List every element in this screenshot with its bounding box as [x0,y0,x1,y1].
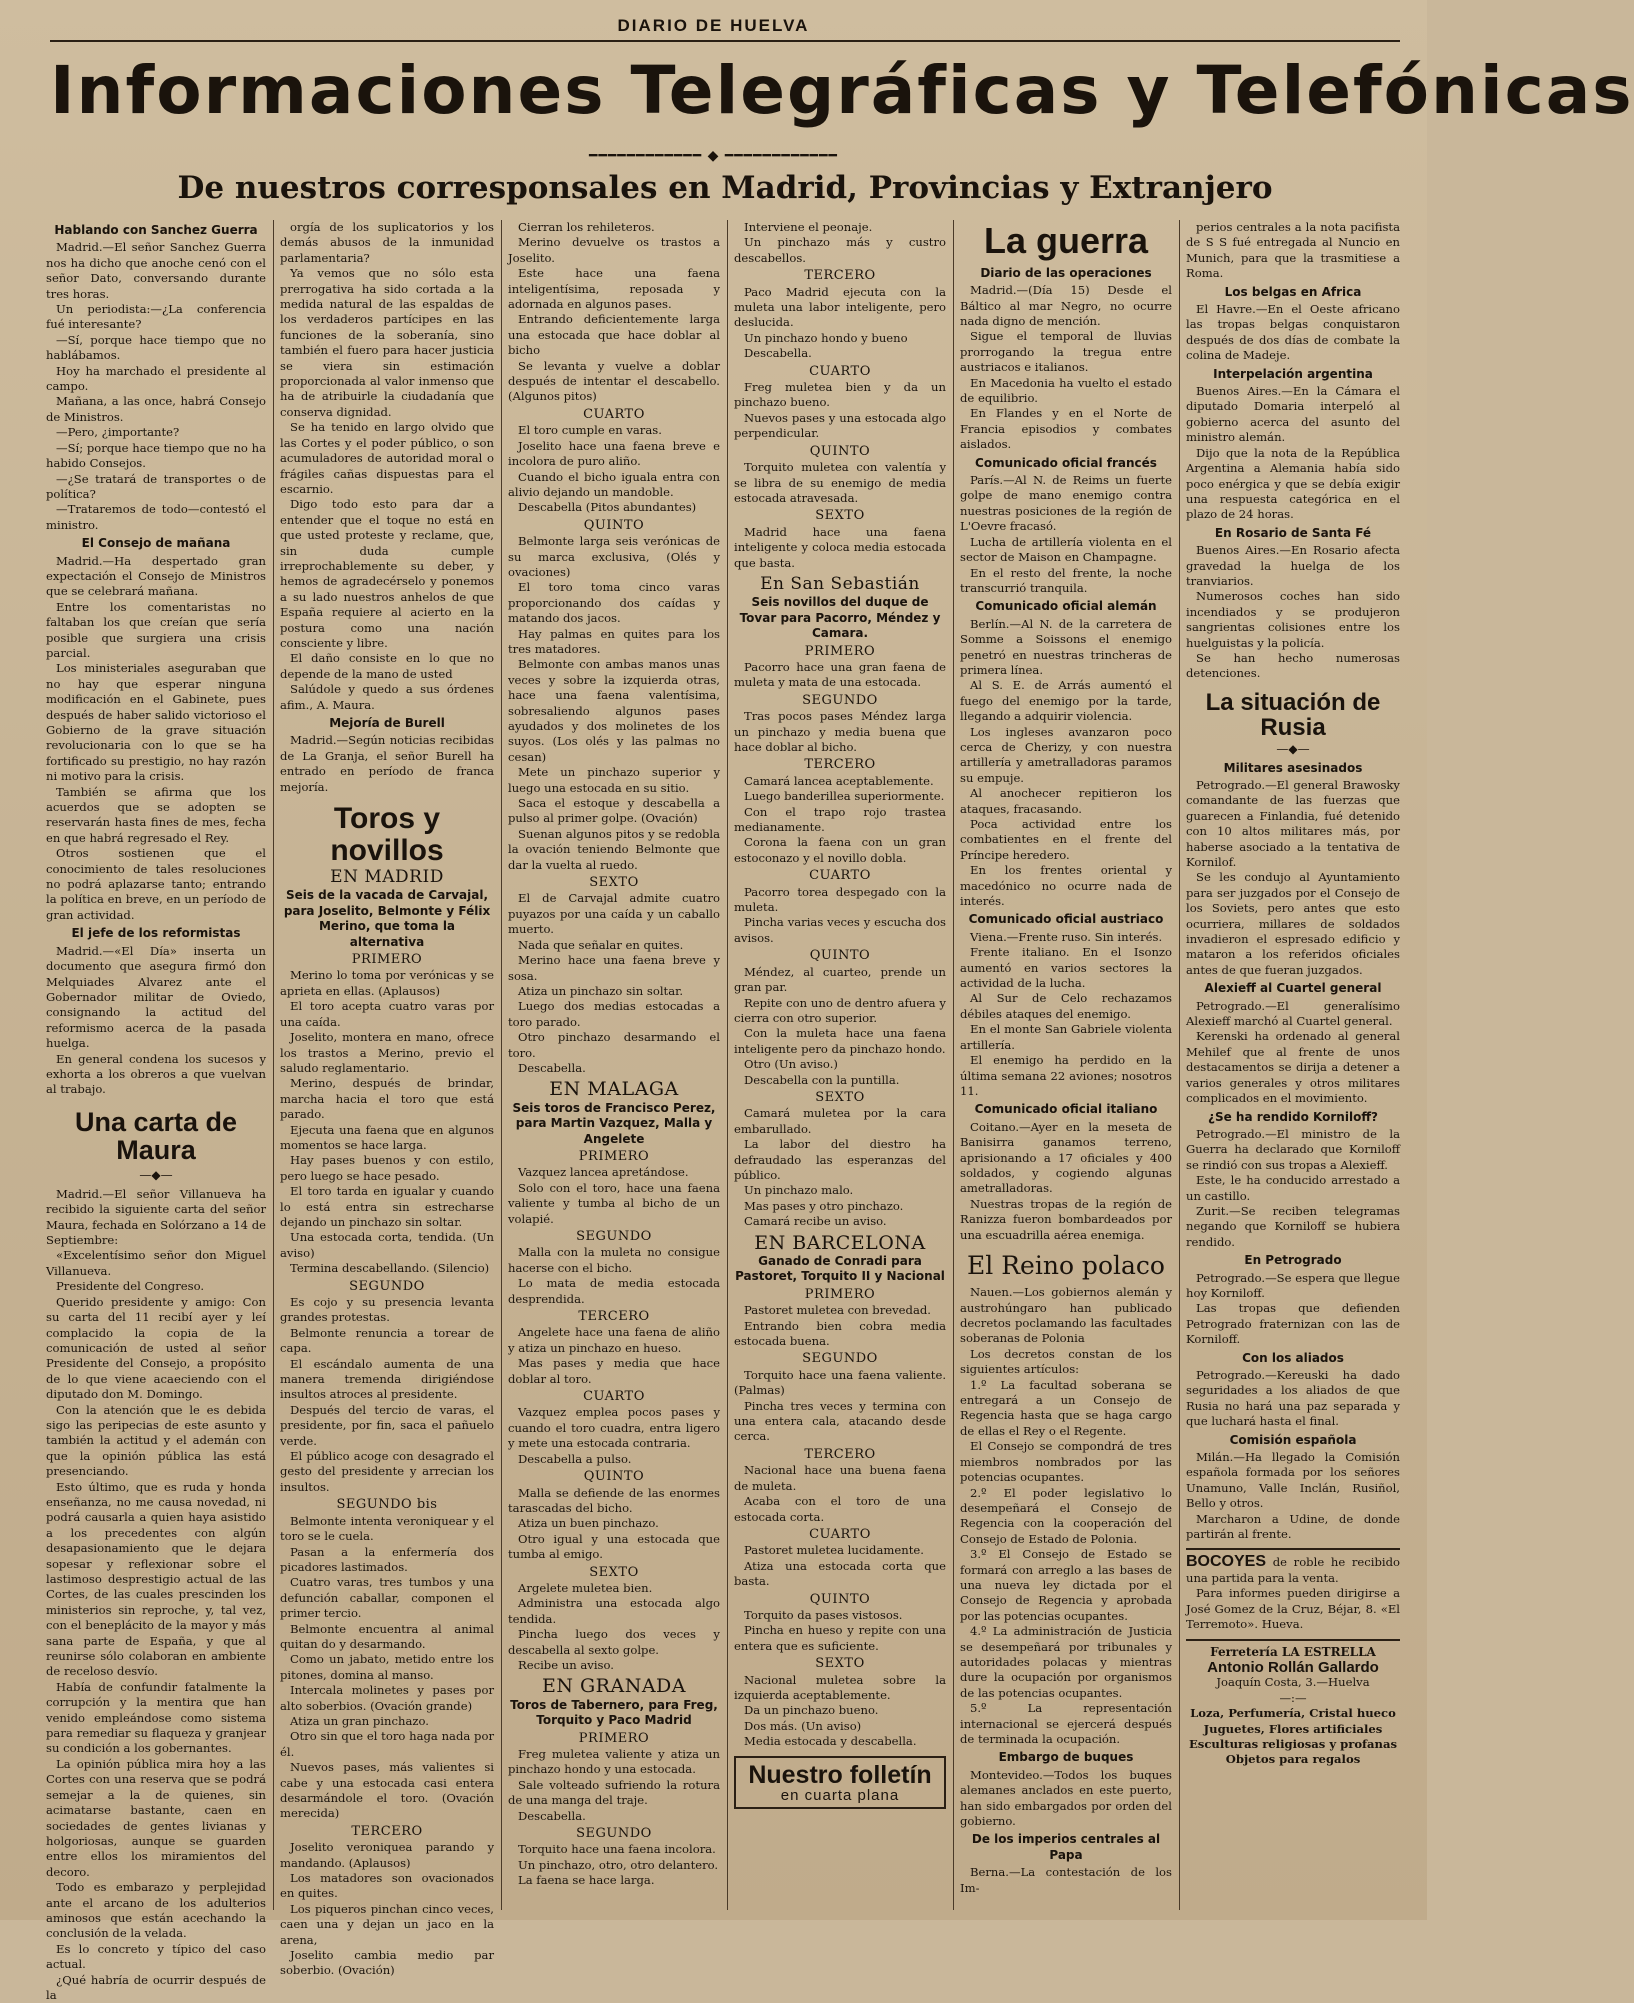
section-heading: Comunicado oficial francés [975,455,1157,470]
paragraph: La faena se hace larga. [518,1873,655,1888]
paragraph: El daño consiste en lo que no depende de la mano de usted [280,651,494,681]
paragraph: Presidente del Congreso. [56,1279,205,1294]
paragraph: Belmonte encuentra al animal quitan do y desarmando. [280,1621,494,1651]
paragraph: Petrogrado.—Kereuski ha dado seguridades a los aliados de que Rusia no hará una paz separada y que luchará hasta el final. [1186,1368,1400,1429]
paragraph: Torquito hace una faena valiente. (Palmas) [734,1367,946,1398]
column-5 [960,220,1172,1910]
paragraph: Méndez, al cuarteo, prende un gran par. [734,964,946,995]
paragraph: Es cojo y su presencia levanta grandes protestas. [280,1295,494,1325]
paragraph: Mañana, a las once, habrá Consejo de Ministros. [46,394,266,424]
paragraph: Digo todo esto para dar a entender que el toque no está en que usted proteste y reclame, que, sin duda cumple irreprochablemente su deber, y hemos de agradecérselo y ponemos a su lado nuestros anhelos de que España requiere al acierto en la postura como una nación consciente y libre. [280,497,494,650]
round-label: SEXTO [589,1564,639,1580]
round-label: SEGUNDO bis [336,1497,438,1513]
column-4 [734,220,946,1910]
paragraph: Los matadores son ovacionados en quites. [280,1871,494,1901]
paragraph: Belmonte renuncia a torear de capa. [280,1325,494,1356]
paragraph: Angelete hace una faena de aliño y atiza un pinchazo en hueso. [508,1325,720,1355]
paragraph: En Flandes y en el Norte de Francia episodios y combates aislados. [960,406,1172,452]
paragraph: Merino hace una faena breve y sosa. [508,953,720,983]
paragraph: 5.º La representación internacional se ejercerá después de terminada la ocupación. [960,1701,1172,1747]
paragraph: Se han hecho numerosas detenciones. [1186,650,1400,681]
paragraph: 3.º El Consejo de Estado se formará con arreglo a las bases de una nueva ley dictada por el Consejo de Regencia y aprobada por las potencias ocupantes. [960,1547,1172,1623]
paragraph: Las tropas que defienden Petrogrado fraternizan con las de Korniloff. [1186,1301,1400,1347]
section-heading: En Petrogrado [1244,1253,1342,1268]
paragraph: Poca actividad entre los combatientes en el frente del Príncipe heredero. [960,817,1172,862]
paragraph: Luego dos medias estocadas a toro parado. [508,999,720,1029]
section-heading: Comunicado oficial italiano [974,1102,1158,1117]
paragraph: Se les condujo al Ayuntamiento para ser juzgados por el Consejo de los Soviets, pero antes que esto ocurriera, millares de soldados invadieron el espresado edificio y mataron a los referidos oficiales antes de que fueran juzgados. [1186,870,1400,977]
paragraph: Todo es embarazo y perplejidad ante el arcano de los adulterios aminosos que están acechando la conclusión de la velada. [46,1880,266,1941]
section-title: EN BARCELONA [754,1231,926,1254]
section-title: En San Sebastián [760,573,920,594]
section-title: EN MALAGA [549,1078,679,1101]
paragraph: Descabella (Pitos abundantes) [518,500,697,515]
paragraph: La opinión pública mira hoy a las Cortes con una reserva que se podrá semejar a la de quienes, sin acimatarse bastante, caen en sociedades de gentes livianas y holgoriosas, aunque se guarden entre ellos los miramientos del decoro. [46,1756,266,1879]
column-3 [508,220,720,1910]
paragraph: perios centrales a la nota pacifista de S S fué entregada al Nuncio en Munich, para que la trasmitiese a Roma. [1186,220,1400,281]
paragraph: Otro pinchazo desarmando el toro. [508,1030,720,1060]
paragraph: Un pinchazo malo. [744,1183,854,1198]
section-heading: Hablando con Sanchez Guerra [54,223,258,237]
paragraph: Mas pases y otro pinchazo. [744,1198,904,1213]
paragraph: El Havre.—En el Oeste africano las tropas belgas conquistaron después de dos días de combate la colina de Madeje. [1186,302,1400,363]
article-title: Toros y novillos [330,802,444,867]
section-heading: Comisión española [1229,1432,1357,1447]
paragraph: En Macedonia ha vuelto el estado de equilibrio. [960,375,1172,406]
round-label: TERCERO [804,757,876,773]
paragraph: Paco Madrid ejecuta con la muleta una labor inteligente, pero deslucida. [734,284,946,330]
paragraph: En el resto del frente, la noche transcurrió tranquila. [960,565,1172,595]
paragraph: —Sí; porque hace tiempo que no ha habido Consejos. [46,440,266,471]
paragraph: Al Sur de Celo rechazamos débiles ataques del enemigo. [960,991,1172,1021]
paragraph: Sale volteado sufriendo la rotura de una manga del traje. [508,1777,720,1808]
paragraph: «Excelentísimo señor don Miguel Villanueva. [46,1248,266,1278]
paragraph: Numerosos coches han sido incendiados y se produjeron sangrientas colisiones entre los huelguistas y la policía. [1186,589,1400,650]
ornament-divider: ━━━━━━━━━━━━ ◆ ━━━━━━━━━━━━ [589,148,838,164]
advertisement-bocoyes [1186,1548,1400,1632]
paragraph: Dos más. (Un aviso) [744,1718,862,1733]
paragraph: Kerenski ha ordenado al general Mehilef que al frente de unos destacamentos se dirija a detener a varios generales y otros militares complicados en el movimiento. [1186,1029,1400,1106]
paragraph: Camará muletea por la cara embarullado. [734,1106,946,1136]
paragraph: Merino, después de brindar, marcha hacia el toro que está parado. [280,1076,494,1122]
paragraph: 2.º El poder legislativo lo desempeñará el Consejo de Regencia con la cooperación del Consejo de Estado de Polonia. [960,1485,1172,1546]
paragraph: Pastoret muletea lucidamente. [744,1543,924,1558]
section-heading: Mejoría de Burell [329,716,445,730]
paragraph: El toro toma cinco varas proporcionando dos caídas y matando dos jacos. [508,580,720,626]
section-heading: Interpelación argentina [1213,366,1373,381]
paragraph: El público acoge con desagrado el gesto del presidente y arrecian los insultos. [280,1449,494,1494]
paragraph: El Consejo se compondrá de tres miembros nombrados por las potencias ocupantes. [960,1439,1172,1485]
paragraph: Milán.—Ha llegado la Comisión española formada por los señores Unamuno, Valle Inclán, Rusiñol, Bello y otros. [1186,1450,1400,1511]
paragraph: Otro (Un aviso.) [744,1057,838,1072]
round-label: QUINTO [583,1469,645,1485]
paragraph: Malla con la muleta no consigue hacerse con el bicho. [508,1245,720,1275]
paragraph: Descabella. [744,346,812,361]
section-heading: De los imperios centrales al Papa [971,1832,1161,1862]
paragraph: Descabella con la puntilla. [744,1072,900,1087]
paragraph: Al S. E. de Arrás aumentó el fuego del enemigo por la tarde, llegando a adquirir violencia. [960,678,1172,724]
column-2 [280,220,494,1978]
paragraph: El de Carvajal admite cuatro puyazos por una caída y un caballo muerto. [508,891,720,937]
paragraph: Petrogrado.—El generalísimo Alexieff marchó al Cuartel general. [1186,998,1400,1029]
paragraph: Malla se defiende de las enormes tarascadas del bicho. [508,1485,720,1515]
paragraph: Suenan algunos pitos y se redobla la ovación teniendo Belmonte que dar la vuelta al ruedo. [508,826,720,872]
paragraph: Descabella. [518,1808,586,1823]
article-columns [46,220,1402,2002]
paragraph: Pincha tres veces y termina con una entera cala, atacando desde cerca. [734,1398,946,1444]
column-rule [273,220,274,1910]
ad-title: Ferretería LA ESTRELLA [1210,1644,1376,1659]
paragraph: 4.º La administración de Justicia se desempeñará por tribunales y autoridades polacas y mientras dure la ocupación por organismos de las potencias ocupantes. [960,1624,1172,1700]
paragraph: Termina descabellando. (Silencio) [290,1261,490,1276]
round-label: PRIMERO [804,1286,876,1302]
paragraph: Este, le ha conducido arrestado a un castillo. [1186,1173,1400,1203]
section-heading: El Consejo de mañana [81,536,231,551]
paragraph: Hay palmas en quites para los tres matadores. [508,626,720,656]
paragraph: Frente italiano. En el Isonzo aumentó en varios sectores la actividad de la lucha. [960,945,1172,991]
paragraph: Entrando deficientemente larga una estocada que hace doblar al bicho [508,312,720,358]
round-label: QUINTO [809,948,871,964]
paragraph: Atiza un gran pinchazo. [290,1713,429,1728]
paragraph: El enemigo ha perdido en la última semana 22 aviones; nosotros 11. [960,1053,1172,1098]
paragraph: Argelete muletea bien. [518,1580,653,1595]
column-1 [46,220,266,2002]
paragraph: orgía de los suplicatorios y los demás abusos de la inmunidad parlamentaria? [280,220,494,265]
paragraph: Lucha de artillería violenta en el sector de Maison en Champagne. [960,534,1172,565]
paragraph: En el monte San Gabriele violenta artillería. [960,1022,1172,1052]
section-heading: Embargo de buques [998,1750,1134,1765]
advertisement-ferreteria [1186,1639,1400,1768]
ad-line: Loza, Perfumería, Cristal hueco [1190,1706,1396,1721]
paragraph: Lo mata de media estocada desprendida. [508,1276,720,1306]
round-label: SEGUNDO [349,1278,425,1294]
section-heading: Seis toros de Francisco Perez, para Martin Vazquez, Malla y Angelete [512,1100,716,1146]
paragraph: Merino lo toma por verónicas y se aprieta en ellas. (Aplausos) [280,968,494,998]
masthead: DIARIO DE HUELVA [617,16,810,35]
paragraph: Tras pocos pases Méndez larga un pinchazo y media buena que hace doblar al bicho. [734,709,946,754]
paragraph: Nuestras tropas de la región de Ranizza fueron bombardeados por una escuadrilla aérea enemiga. [960,1196,1172,1242]
section-title: EN GRANADA [541,1675,687,1698]
paragraph: El escándalo aumenta de una manera tremenda dirigiéndose insultos atroces al presidente. [280,1356,494,1402]
paragraph: —Trataremos de todo—contestó el ministro. [46,502,266,532]
paragraph: Al anochecer repitieron los ataques, fracasando. [960,786,1172,816]
paragraph: Cierran los rehileteros. [518,220,655,234]
paragraph: Da un pinchazo bueno. [744,1703,879,1718]
article-title: El Reino polaco [967,1250,1165,1280]
section-heading: Ganado de Conradi para Pastoret, Torquito II y Nacional [735,1254,945,1284]
section-heading: Comunicado oficial austriaco [968,912,1164,927]
section-heading: ¿Se ha rendido Korniloff? [1208,1109,1378,1124]
paragraph: Berna.—La contestación de los Im- [960,1865,1172,1895]
round-label: SEGUNDO [802,1351,878,1367]
round-label: PRIMERO [804,643,876,659]
section-heading: Seis novillos del duque de Tovar para Pacorro, Méndez y Camara. [739,595,941,641]
ad-line: Objetos para regalos [1225,1752,1361,1767]
paragraph: También se afirma que los acuerdos que se adopten se reservarán hasta fines de mes, fecha en que habrá regresado el Rey. [46,784,266,845]
paragraph: Nacional hace una buena faena de muleta. [734,1463,946,1493]
section-heading: Seis de la vacada de Carvajal, para Joselito, Belmonte y Félix Merino, que toma la alternativa [283,888,491,949]
paragraph: Buenos Aires.—En Rosario afecta gravedad la huelga de los tranviarios. [1186,543,1400,588]
paragraph: El toro cumple en varas. [518,423,662,438]
ad-text: de roble he recibido una partida para la venta. [1186,1555,1400,1585]
paragraph: Un pinchazo, otro, otro delantero. [518,1857,719,1872]
folletin-title: Nuestro folletín [748,1760,932,1789]
round-label: SEXTO [815,508,865,524]
column-rule [727,220,728,1910]
round-label: SEXTO [815,1656,865,1672]
paragraph: Joselito hace una faena breve e incolora de puro aliño. [508,438,720,469]
paragraph: Sigue el temporal de lluvias prorrogando la tregua entre austriacos e italianos. [960,329,1172,375]
paragraph: Los ingleses avanzaron poco cerca de Cherizy, y con nuestra artillería y ametralladoras paramos su empuje. [960,724,1172,785]
paragraph: Berlín.—Al N. de la carretera de Somme a Soissons el enemigo penetró en nuestras trincheras de primera línea. [960,616,1172,677]
paragraph: Atiza una estocada corta que basta. [734,1558,946,1589]
folletin-notice-box [734,1756,946,1810]
paragraph: Ya vemos que no sólo esta prerrogativa ha sido cortada a la medida natural de las espaldas de los verdaderos partícipes en las funciones de la soberanía, sino también el fuero para hacer justicia se viera sin estimación proporcionada al valor inmenso que ha de atribuirle la ciudadanía que conserva dignidad. [280,266,494,419]
headline: Informaciones Telegráficas y Telefónicas [50,52,1634,129]
paragraph: París.—Al N. de Reims un fuerte golpe de mano enemigo contra nuestras posiciones de la región de L'Oevre fracasó. [960,473,1172,534]
paragraph: Entre los comentaristas no faltaban los que creían que sería posible que surgiera una crisis parcial. [46,599,266,660]
paragraph: Pincha varias veces y escucha dos avisos. [734,915,946,945]
paragraph: Pincha luego dos veces y descabella al sexto golpe. [508,1627,720,1657]
paragraph: Solo con el toro, hace una faena valiente y tumba al bicho de un volapié. [508,1180,720,1226]
section-title: EN MADRID [330,867,444,888]
paragraph: Atiza un pinchazo sin soltar. [518,983,684,998]
paragraph: Un periodista:—¿La conferencia fué interesante? [46,302,266,332]
ad-line: Esculturas religiosas y profanas [1188,1736,1398,1751]
paragraph: En general condena los sucesos y exhorta a los obreros a que vuelvan al trabajo. [46,1051,266,1097]
section-heading: Diario de las operaciones [980,265,1152,280]
masthead-rule [50,40,1400,42]
paragraph: —¿Se tratará de transportes o de política? [46,471,266,501]
paragraph: Nauen.—Los gobiernos alemán y austrohúngaro han publicado decretos poclamando las facultades soberanas de Polonia [960,1285,1172,1346]
section-heading: El jefe de los reformistas [71,926,241,941]
ornament: —◆— [139,1168,173,1183]
paragraph: Petrogrado.—El general Brawosky comandante de las fuerzas que guarecen a Finlandia, fué detenido con 10 altos militares más, por haberse asociado a la tentativa de Kornilof. [1186,777,1400,869]
paragraph: Corona la faena con un gran estoconazo y el novillo dobla. [734,835,946,865]
round-label: SEXTO [589,875,639,891]
paragraph: Zurit.—Se reciben telegramas negando que Korniloff se hubiera rendido. [1186,1203,1400,1249]
paragraph: Nuevos pases, más valientes si cabe y una estocada casi entera desarmándole el toro. (Ovación merecida) [280,1760,494,1821]
paragraph: Hoy ha marchado el presidente al campo. [46,363,266,394]
ad-text: Para informes pueden dirigirse a José Gomez de la Cruz, Béjar, 8. «El Terremoto». Hueva. [1186,1586,1400,1632]
paragraph: —Sí, porque hace tiempo que no hablábamos. [46,332,266,363]
round-label: CUARTO [583,1389,645,1405]
paragraph: Administra una estocada algo tendida. [508,1596,720,1626]
article-title: La guerra [983,220,1149,261]
paragraph: Belmonte con ambas manos unas veces y sobre la izquierda otras, hace una faena valentísima, sobresaliendo algunos pases ayudados y dos molinetes de los suyos. (Los olés y las palmas no cesan) [508,657,720,764]
paragraph: Los decretos constan de los siguientes artículos: [960,1346,1172,1377]
paragraph: Entrando bien cobra media estocada buena. [734,1318,946,1349]
column-rule [1179,220,1180,1910]
paragraph: Esto último, que es ruda y honda enseñanza, no me causa novedad, ni podrá causarla a quien haya asistido a los precedentes con algún desapasionamiento que le dejara sopesar y reflexionar sobre el lastimoso desprestigio actual de las Cortes, de las cuales prescinden los ministerios sin reproche, y, tal vez, con el beneplácito de la mayor y más sana parte de España, y que al reunirse sólo colaboran en ambiente de receloso desvío. [46,1479,266,1679]
round-label: SEGUNDO [576,1826,652,1842]
paragraph: Como un jabato, metido entre los pitones, domina al manso. [280,1652,494,1682]
round-label: CUARTO [809,1526,871,1542]
paragraph: Con la atención que le es debida sigo las peripecias de este asunto y también la actitud y el ademán con que la opinión pública las está presenciando. [46,1402,266,1479]
paragraph: Otro igual y una estocada que tumba al emigo. [508,1531,720,1562]
round-label: CUARTO [809,868,871,884]
round-label: SEGUNDO [802,692,878,708]
paragraph: Torquito hace una faena incolora. [518,1842,716,1857]
paragraph: Querido presidente y amigo: Con su carta del 11 recibí ayer y leí complacido la copia de la comunicación de usted al señor Presidente del Consejo, a propósito de lo que viene acaeciendo con el diputado don M. Domingo. [46,1294,266,1402]
round-label: CUARTO [583,406,645,422]
paragraph: Vazquez lancea apretándose. [518,1165,689,1180]
round-label: PRIMERO [351,952,423,968]
paragraph: Nuevos pases y una estocada algo perpendicular. [734,410,946,441]
paragraph: Joselito, montera en mano, ofrece los trastos a Merino, previo el saludo reglamentario. [280,1030,494,1075]
paragraph: Con la muleta hace una faena inteligente pero da pinchazo hondo. [734,1026,946,1056]
round-label: QUINTO [809,443,871,459]
paragraph: Descabella a pulso. [518,1451,632,1466]
paragraph: Merino devuelve os trastos a Joselito. [508,235,720,265]
ad-address: Joaquín Costa, 3.—Huelva [1216,1675,1370,1690]
round-label: TERCERO [804,1446,876,1462]
ad-line: Juguetes, Flores artificiales [1203,1721,1383,1736]
paragraph: Torquito da pases vistosos. [744,1607,903,1622]
paragraph: Joselito veroniquea parando y mandando. (Aplausos) [280,1840,494,1870]
paragraph: Ejecuta una faena que en algunos momentos se hace larga. [280,1122,494,1152]
paragraph: El toro tarda en igualar y cuando lo está entra sin estrecharse dejando un pinchazo sin soltar. [280,1184,494,1229]
round-label: SEXTO [815,1089,865,1105]
paragraph: Un pinchazo hondo y bueno [744,330,908,345]
paragraph: Madrid.—(Día 15) Desde el Báltico al mar Negro, no ocurre nada digno de mención. [960,283,1172,329]
paragraph: Acaba con el toro de una estocada corta. [734,1494,946,1524]
paragraph: Otro sin que el toro haga nada por él. [280,1729,494,1759]
paragraph: Salúdole y quedo a sus órdenes afim., A. Maura. [280,682,494,712]
paragraph: Viena.—Frente ruso. Sin interés. [970,929,1163,944]
section-heading: Comunicado oficial alemán [975,599,1157,614]
paragraph: Había de confundir fatalmente la corrupción y la mentira que han venido empleándose como sistema para remediar su flaqueza y granjear su condición a los gobernantes. [46,1679,266,1756]
paragraph: Belmonte larga seis verónicas de su marca exclusiva, (Olés y ovaciones) [508,534,720,579]
paragraph: Pacorro hace una gran faena de muleta y mata de una estocada. [734,659,946,690]
subheadline: De nuestros corresponsales en Madrid, Provincias y Extranjero [177,170,1273,206]
paragraph: Una estocada corta, tendida. (Un aviso) [280,1230,494,1260]
paragraph: Petrogrado.—Se espera que llegue hoy Korniloff. [1186,1270,1400,1300]
paragraph: Intercala molinetes y pases por alto soberbios. (Ovación grande) [280,1683,494,1713]
paragraph: Madrid hace una faena inteligente y coloca media estocada que basta. [734,524,946,570]
paragraph: Pastoret muletea con brevedad. [744,1303,931,1318]
column-rule [501,220,502,1910]
paragraph: La labor del diestro ha defraudado las esperanzas del público. [734,1137,946,1182]
paragraph: Marcharon a Udine, de donde partirán al frente. [1186,1511,1400,1542]
paragraph: Madrid.—Según noticias recibidas de La Granja, el señor Burell ha entrado en período de franca mejoría. [280,733,494,794]
paragraph: Los ministeriales aseguraban que no hay que esperar ninguna modificación en el Gabinete, pues después de haber salido victorioso el Gobierno de la grave situación revolucionaria con lo que se ha fortificado su prestigio, no hay razón ni motivo para la crisis. [46,661,266,784]
paragraph: Otros sostienen que el conocimiento de tales resoluciones no podrá aplazarse tanto; entrando la política en breve, en un período de gran actividad. [46,846,266,922]
paragraph: Un pinchazo más y custro descabellos. [734,235,946,265]
paragraph: Pacorro torea despegado con la muleta. [734,884,946,915]
paragraph: Se ha tenido en largo olvido que las Cortes y el poder público, o son acumuladores de autoridad moral o frágiles cañas dispuestas para el escarnio. [280,420,494,496]
paragraph: Luego banderillea superiormente. [744,789,945,804]
paragraph: Con el trapo rojo trastea medianamente. [734,804,946,835]
paragraph: Camará lancea aceptablemente. [744,773,934,788]
paragraph: —Pero, ¿importante? [56,425,180,440]
folletin-subtitle: en cuarta plana [780,1786,900,1804]
column-rule [953,220,954,1910]
ad-owner: Antonio Rollán Gallardo [1207,1658,1379,1676]
section-heading: Alexieff al Cuartel general [1204,981,1382,996]
section-heading: En Rosario de Santa Fé [1214,525,1372,540]
paragraph: Freg muletea valiente y atiza un pinchazo hondo y una estocada. [508,1747,720,1777]
paragraph: Nacional muletea sobre la izquierda aceptablemente. [734,1672,946,1702]
paragraph: Cuando el bicho iguala entra con alivio dejando un mandoble. [508,469,720,499]
round-label: PRIMERO [578,1730,650,1746]
paragraph: Camará recibe un aviso. [744,1214,887,1229]
paragraph: Atiza un buen pinchazo. [518,1516,659,1531]
paragraph: El toro acepta cuatro varas por una caída. [280,999,494,1029]
round-label: CUARTO [809,363,871,379]
article-title: Una carta de Maura [74,1106,238,1166]
paragraph: Pasan a la enfermería dos picadores lastimados. [280,1544,494,1574]
paragraph: 1.º La facultad soberana se entregará a un Consejo de Regencia hasta que se haga cargo de ellas el Rey o el Regente. [960,1377,1172,1438]
round-label: QUINTO [809,1591,871,1607]
paragraph: Madrid.—«El Día» inserta un documento que asegura firmó don Melquiades Alvarez ante el Gobernador militar de Oviedo, consignando la actitud del reformismo acerca de la pasada huelga. [46,943,266,1051]
paragraph: Joselito cambia medio par soberbio. (Ovación) [280,1948,494,1978]
paragraph: Se levanta y vuelve a doblar después de intentar el descabello. (Algunos pitos) [508,358,720,404]
round-label: TERCERO [351,1823,423,1839]
paragraph: Petrogrado.—El ministro de la Guerra ha declarado que Korniloff se rindió con sus tropas a Alexieff. [1186,1126,1400,1172]
paragraph: Madrid.—El señor Sanchez Guerra nos ha dicho que anoche cenó con el señor Dato, conversando durante tres horas. [46,240,266,301]
paragraph: Cuatro varas, tres tumbos y una defunción caballar, componen el primer tercio. [280,1575,494,1621]
ad-title: BOCOYES [1186,1553,1267,1571]
paragraph: Descabella. [518,1060,586,1075]
paragraph: Media estocada y descabella. [744,1734,917,1749]
paragraph: Pincha en hueso y repite con una entera que es suficiente. [734,1623,946,1653]
paragraph: Mas pases y media que hace doblar al toro. [508,1356,720,1386]
round-label: TERCERO [578,1309,650,1325]
ornament: —◆— [1276,742,1310,757]
paragraph: Saca el estoque y descabella a pulso al primer golpe. (Ovación) [508,796,720,826]
paragraph: En los frentes oriental y macedónico no ocurre nada de interés. [960,863,1172,909]
column-6 [1186,220,1400,1910]
paragraph: Torquito muletea con valentía y se libra de su enemigo de media estocada atravesada. [734,460,946,505]
paragraph: Los piqueros pinchan cinco veces, caen una y dejan un jaco en la arena, [280,1901,494,1947]
section-heading: Toros de Tabernero, para Freg, Torquito y Paco Madrid [510,1697,718,1728]
paragraph: Vazquez emplea pocos pases y cuando el toro cuadra, entra ligero y mete una estocada contraria. [508,1405,720,1451]
paragraph: Interviene el peonaje. [744,220,873,234]
section-heading: Militares asesinados [1223,760,1363,775]
paragraph: Este hace una faena inteligentísima, reposada y adornada en algunos pases. [508,266,720,312]
ad-divider: —:— [1279,1690,1307,1705]
paragraph: Recibe un aviso. [518,1657,614,1672]
section-heading: Con los aliados [1242,1350,1344,1365]
paragraph: Mete un pinchazo superior y luego una estocada en su sitio. [508,765,720,795]
paragraph: Es lo concreto y típico del caso actual. [46,1941,266,1972]
article-title: La situación de Rusia [1205,688,1381,741]
paragraph: Dijo que la nota de la República Argentina a Alemania había sido poco enérgica y que se debía exigir una respuesta categórica en el plazo de 24 horas. [1186,445,1400,522]
paragraph: Belmonte intenta veroniquear y el toro se le cuela. [280,1513,494,1544]
paragraph: Freg muletea bien y da un pinchazo bueno. [734,380,946,410]
round-label: QUINTO [583,517,645,533]
paragraph: Madrid.—Ha despertado gran expectación el Consejo de Ministros que se celebrará mañana. [46,553,266,599]
paragraph: Montevideo.—Todos los buques alemanes anclados en este puerto, han sido embargados por orden del gobierno. [960,1767,1172,1829]
round-label: SEGUNDO [576,1229,652,1244]
paragraph: Buenos Aires.—En la Cámara el diputado Domaria interpeló al gobierno acerca del asunto del ministro alemán. [1186,384,1400,445]
paragraph: Después del tercio de varas, el presidente, por fin, saca el pañuelo verde. [280,1402,494,1448]
round-label: PRIMERO [578,1148,650,1164]
section-heading: Los belgas en Africa [1224,284,1362,299]
paragraph: Repite con uno de dentro afuera y cierra con otro superior. [734,995,946,1025]
paragraph: Nada que señalar en quites. [518,937,684,952]
paragraph: ¿Qué habría de ocurrir después de la [46,1972,266,2002]
paragraph: Madrid.—El señor Villanueva ha recibido la siguiente carta del señor Maura, fechada en Solórzano a 14 de Septiembre: [46,1186,266,1248]
paragraph: Hay pases buenos y con estilo, pero luego se hace pesado. [280,1153,494,1183]
round-label: TERCERO [804,268,876,284]
paragraph: Coitano.—Ayer en la meseta de Banisirra ganamos terreno, aprisionando a 17 oficiales y 400 soldados, y cogiendo algunas ametralladoras. [960,1119,1172,1196]
